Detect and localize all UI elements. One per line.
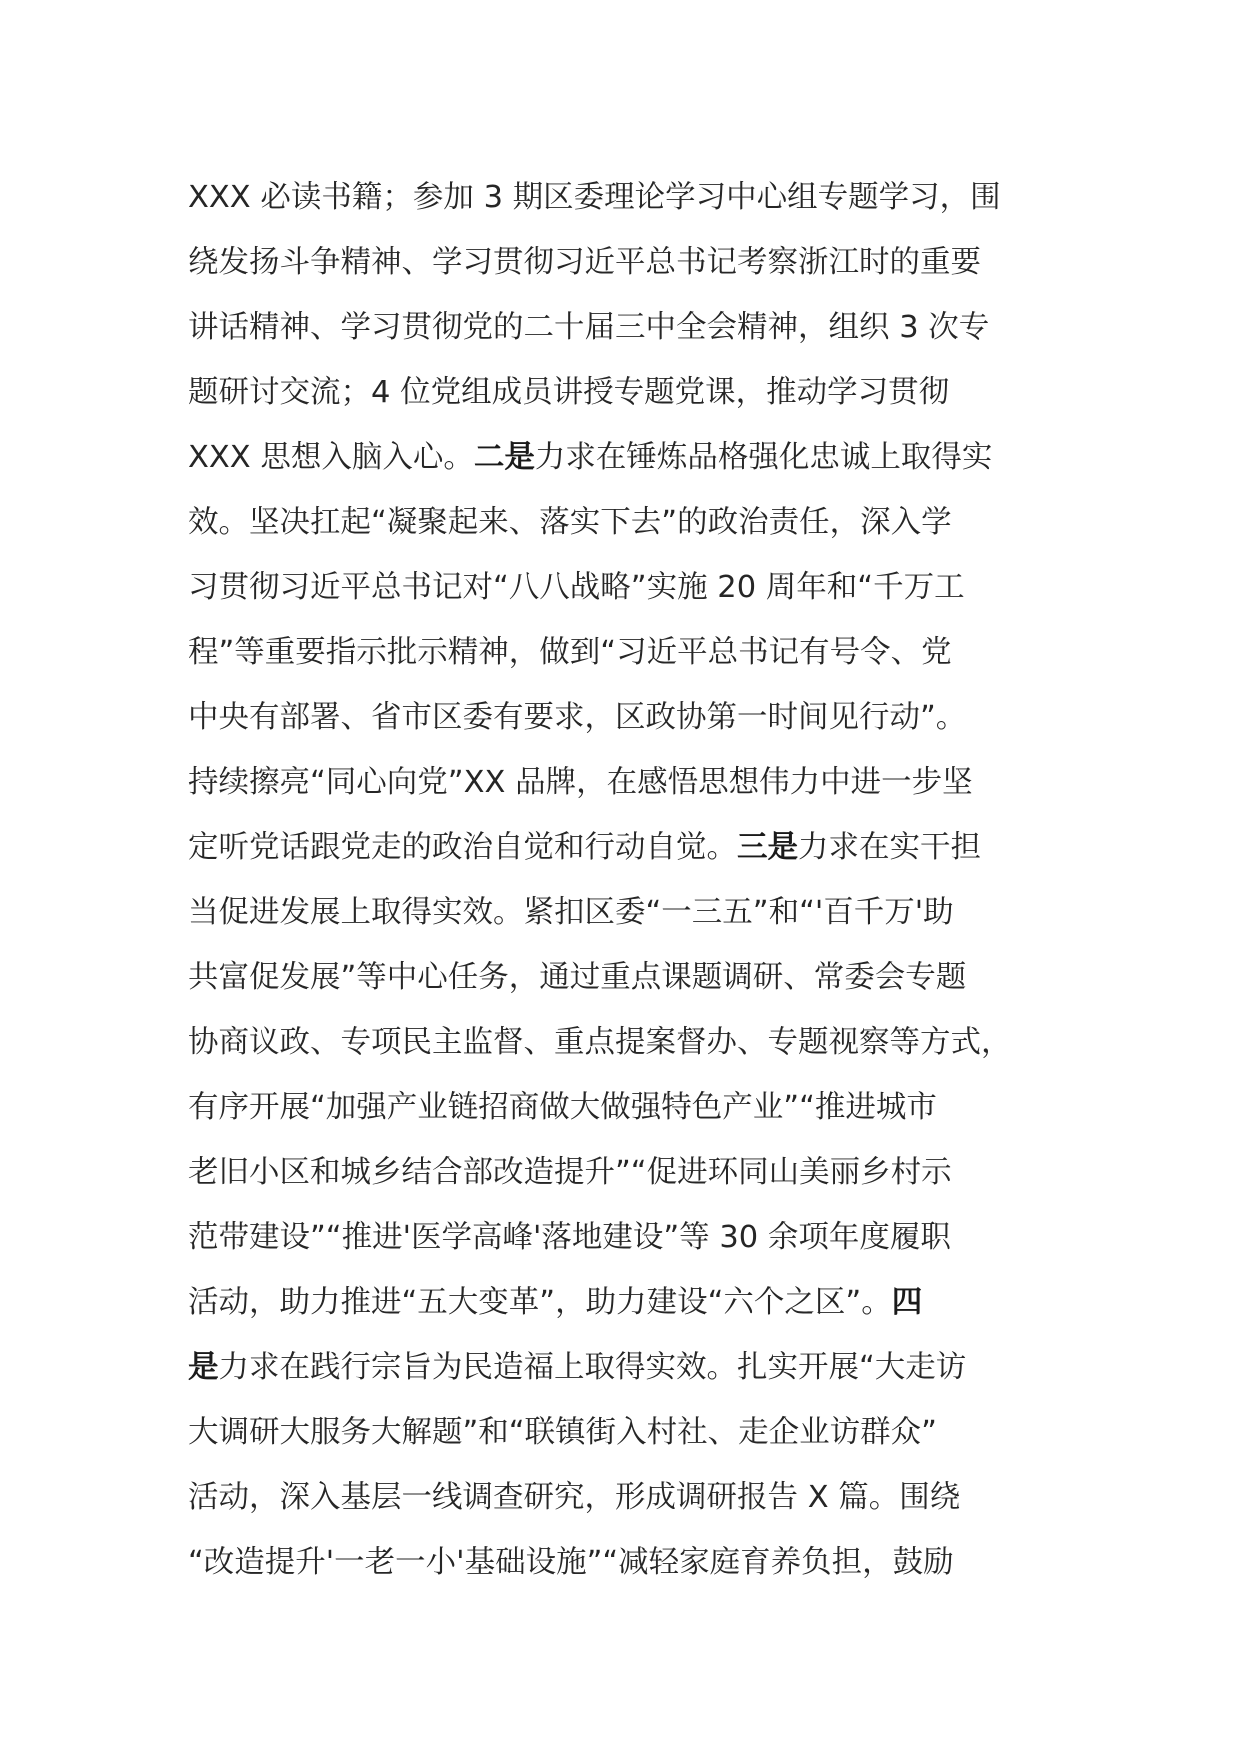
text-run: 协商议政、专项民主监督、重点提案督办、专题视察等方式， — [188, 1025, 1012, 1060]
text-run: 绕发扬斗争精神、学习贯彻习近平总书记考察浙江时的重要 — [188, 245, 981, 280]
text-run: “改造提升'一老一小'基础设施”“减轻家庭育养负担，鼓励 — [188, 1545, 954, 1580]
text-line — [188, 945, 1068, 1010]
text-run: XXX 必读书籍；参加 3 期区委理论学习中心组专题学习，围 — [188, 180, 1001, 215]
text-run: 持续擦亮“同心向党”XX 品牌，在感悟思想伟力中进一步坚 — [188, 765, 973, 800]
text-line — [188, 1465, 1068, 1530]
text-run: 活动，助力推进“五大变革”，助力建设“六个之区”。 — [188, 1285, 892, 1320]
text-run: 范带建设”“推进'医学高峰'落地建设”等 30 余项年度履职 — [188, 1220, 951, 1255]
text-run: 讲话精神、学习贯彻党的二十届三中全会精神，组织 3 次专 — [188, 310, 990, 345]
text-line — [188, 165, 1068, 230]
bold-lead-phrase: 三是 — [737, 830, 798, 865]
document-body — [188, 165, 1068, 1595]
text-run: XXX 思想入脑入心。 — [188, 440, 474, 475]
text-line — [188, 1335, 1068, 1400]
text-run: 程”等重要指示批示精神，做到“习近平总书记有号令、党 — [188, 635, 952, 670]
bold-lead-phrase: 二是 — [473, 440, 535, 475]
text-line — [188, 1530, 1068, 1595]
text-line — [188, 620, 1068, 685]
text-line — [188, 1270, 1068, 1335]
text-line — [188, 880, 1068, 945]
text-line — [188, 1205, 1068, 1270]
text-line — [188, 750, 1068, 815]
text-run: 力求在践行宗旨为民造福上取得实效。扎实开展“大走访 — [218, 1350, 967, 1385]
text-line — [188, 295, 1068, 360]
text-line — [188, 1400, 1068, 1465]
text-line — [188, 425, 1068, 490]
text-line — [188, 815, 1068, 880]
text-run: 力求在锤炼品格强化忠诚上取得实 — [534, 440, 993, 475]
text-run: 习贯彻习近平总书记对“八八战略”实施 20 周年和“千万工 — [188, 570, 965, 605]
text-line — [188, 1010, 1068, 1075]
text-run: 当促进发展上取得实效。紧扣区委“一三五”和“'百千万'助 — [188, 895, 954, 930]
bold-lead-phrase: 是 — [188, 1350, 219, 1385]
bold-lead-phrase: 四 — [891, 1285, 923, 1320]
text-run: 定听党话跟党走的政治自觉和行动自觉。 — [188, 830, 737, 865]
text-run: 效。坚决扛起“凝聚起来、落实下去”的政治责任，深入学 — [188, 505, 952, 540]
text-line — [188, 685, 1068, 750]
text-run: 中央有部署、省市区委有要求，区政协第一时间见行动”。 — [188, 700, 967, 735]
text-run: 共富促发展”等中心任务，通过重点课题调研、常委会专题 — [188, 960, 967, 995]
text-line — [188, 490, 1068, 555]
text-run: 大调研大服务大解题”和“联镇街入村社、走企业访群众” — [188, 1415, 937, 1450]
text-line — [188, 555, 1068, 620]
text-line — [188, 1140, 1068, 1205]
text-run: 题研讨交流；4 位党组成员讲授专题党课，推动学习贯彻 — [188, 375, 950, 410]
text-run: 力求在实干担 — [798, 830, 981, 865]
text-run: 活动，深入基层一线调查研究，形成调研报告 X 篇。围绕 — [188, 1480, 961, 1515]
text-line — [188, 360, 1068, 425]
text-run: 有序开展“加强产业链招商做大做强特色产业”“推进城市 — [188, 1090, 937, 1125]
text-run: 老旧小区和城乡结合部改造提升”“促进环同山美丽乡村示 — [188, 1155, 952, 1190]
text-line — [188, 1075, 1068, 1140]
text-line — [188, 230, 1068, 295]
